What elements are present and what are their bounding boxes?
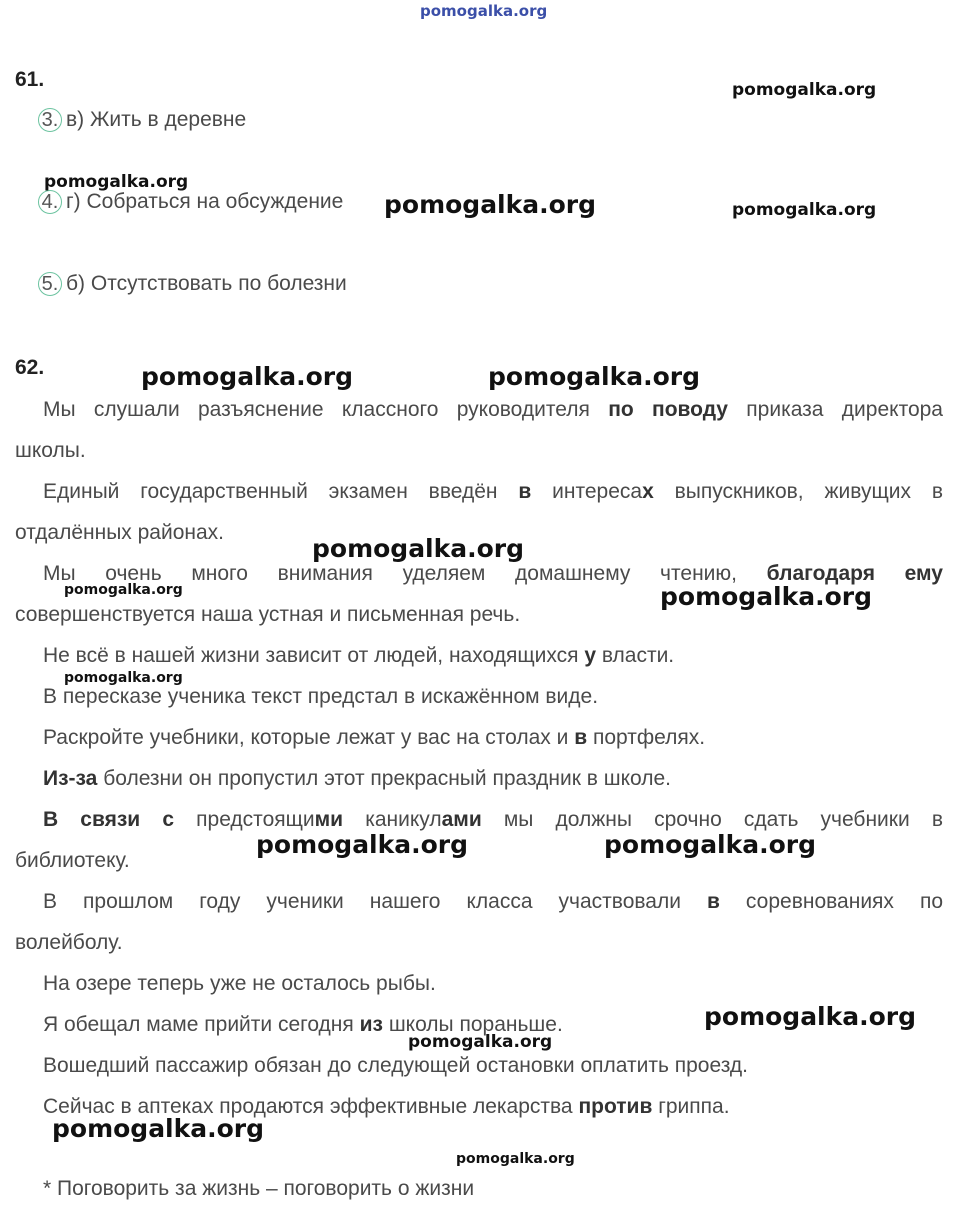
watermark: pomogalka.org [408, 1032, 553, 1052]
watermark: pomogalka.org [704, 1002, 917, 1031]
watermark: pomogalka.org [64, 582, 183, 598]
text-fragment: соревнованиях по [719, 890, 943, 913]
text-fragment: мы должны срочно сдать учебники в [481, 808, 943, 831]
item-text: б) Отсутствовать по болезни [66, 272, 347, 295]
text-fragment: Раскройте учебники, которые лежат у вас на столах и [43, 726, 575, 749]
watermark: pomogalka.org [256, 830, 469, 859]
text-fragment: отдалённых районах. [15, 521, 225, 544]
text-fragment: библиотеку. [15, 849, 130, 872]
text-fragment: каникул [343, 808, 442, 831]
watermark: pomogalka.org [604, 830, 817, 859]
text-fragment: школы пораньше. [382, 1013, 563, 1036]
watermark: pomogalka.org [660, 582, 873, 611]
text-line [15, 430, 943, 471]
bold-fragment: по поводу [608, 398, 728, 421]
exercise-61-item-4 [38, 190, 343, 214]
text-line [43, 389, 943, 430]
watermark: pomogalka.org [384, 190, 597, 219]
text-fragment: школы. [15, 439, 86, 462]
bold-fragment: против [578, 1095, 653, 1118]
text-line [43, 963, 943, 1004]
text-line [15, 922, 943, 963]
top-watermark: pomogalka.org [420, 2, 548, 20]
text-fragment: В прошлом году ученики нашего класса участвовали [43, 890, 707, 913]
text-fragment: выпускников, живущих в [653, 480, 943, 503]
text-line [43, 717, 943, 758]
bold-fragment: ми [314, 808, 344, 831]
item-number-circle: 5. [38, 272, 62, 296]
text-fragment: Вошедший пассажир обязан до следующей остановки оплатить проезд. [43, 1054, 748, 1077]
footnote: * Поговорить за жизнь – поговорить о жизни [43, 1177, 475, 1200]
watermark: pomogalka.org [732, 80, 877, 100]
bold-fragment: х [642, 480, 654, 503]
watermark: pomogalka.org [44, 172, 189, 192]
watermark: pomogalka.org [456, 1151, 575, 1167]
item-number-circle: 3. [38, 108, 62, 132]
item-text: в) Жить в деревне [66, 108, 247, 131]
bold-fragment: в [706, 890, 720, 913]
text-fragment: Сейчас в аптеках продаются эффективные лекарства [43, 1095, 579, 1118]
text-line [43, 881, 943, 922]
exercise-62-number: 62. [15, 356, 45, 379]
exercise-61-number: 61. [15, 68, 45, 91]
watermark: pomogalka.org [64, 670, 183, 686]
text-fragment: В пересказе ученика текст предстал в искажённом виде. [43, 685, 599, 708]
watermark: pomogalka.org [488, 362, 701, 391]
text-fragment: Я обещал маме прийти сегодня [43, 1013, 360, 1036]
exercise-61-item-3 [38, 108, 246, 132]
text-fragment: болезни он пропустил этот прекрасный праздник в школе. [97, 767, 671, 790]
text-fragment: Не всё в нашей жизни зависит от людей, находящихся [43, 644, 585, 667]
exercise-61-item-5 [38, 272, 347, 296]
watermark: pomogalka.org [732, 200, 877, 220]
text-fragment: совершенствуется наша устная и письменная речь. [15, 603, 521, 626]
text-fragment: волейболу. [15, 931, 123, 954]
item-text: г) Собраться на обсуждение [66, 190, 344, 213]
bold-fragment: благодаря ему [766, 562, 943, 585]
item-number-circle: 4. [38, 190, 62, 214]
text-fragment: власти. [596, 644, 675, 667]
bold-fragment: ами [441, 808, 482, 831]
bold-fragment: у [584, 644, 597, 667]
bold-fragment: В связи с [43, 808, 175, 831]
bold-fragment: в [574, 726, 588, 749]
text-fragment: Мы очень много внимания уделяем домашнему чтению, [43, 562, 767, 585]
text-fragment: приказа директора [727, 398, 943, 421]
text-line [43, 471, 943, 512]
text-fragment: интереса [531, 480, 643, 503]
text-fragment: предстоящи [174, 808, 315, 831]
text-fragment: На озере теперь уже не осталось рыбы. [43, 972, 436, 995]
text-fragment: гриппа. [652, 1095, 730, 1118]
text-fragment: Единый государственный экзамен введён [43, 480, 519, 503]
watermark: pomogalka.org [312, 534, 525, 563]
text-fragment: Мы слушали разъяснение классного руководителя [43, 398, 609, 421]
bold-fragment: Из-за [43, 767, 98, 790]
text-fragment: портфелях. [587, 726, 706, 749]
text-line [43, 758, 943, 799]
watermark: pomogalka.org [52, 1114, 265, 1143]
bold-fragment: из [359, 1013, 383, 1036]
bold-fragment: в [518, 480, 532, 503]
watermark: pomogalka.org [141, 362, 354, 391]
